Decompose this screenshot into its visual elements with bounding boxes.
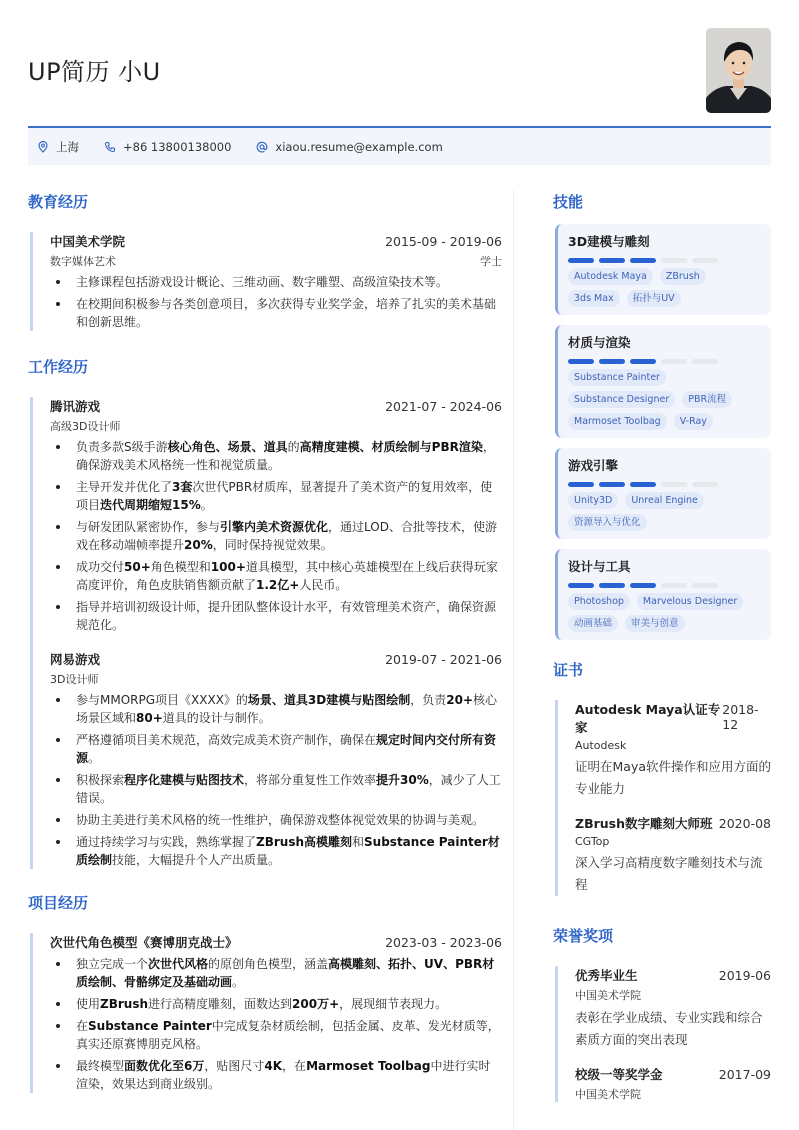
sidebar-column <box>553 190 771 1102</box>
email-link[interactable]: xiaou.resume@example.com <box>275 139 443 154</box>
project-name: 次世代角色模型《赛博朋克战士》 <box>50 935 238 950</box>
education-entry <box>50 232 502 331</box>
education-timeline <box>30 232 502 331</box>
skill-category-name: 3D建模与雕刻 <box>568 234 650 249</box>
contact-email <box>255 140 442 154</box>
skill-tag: 审美与创意 <box>625 615 685 632</box>
skill-tag: Autodesk Maya <box>568 268 653 285</box>
skill-level-segment <box>661 359 687 364</box>
certificate-issuer: CGTop <box>575 835 610 848</box>
work-entry <box>50 397 502 634</box>
skill-level-segment <box>661 583 687 588</box>
skill-card <box>555 325 771 438</box>
skill-category-name: 游戏引擎 <box>568 458 619 473</box>
skill-tag: Marvelous Designer <box>637 593 743 610</box>
awards-timeline <box>555 966 771 1102</box>
education-bullet: 在校期间积极参与各类创意项目，多次获得专业奖学金，培养了扎实的美术基础和创新思维。 <box>50 295 502 331</box>
project-date: 2023-03 - 2023-06 <box>385 935 502 950</box>
skills-section <box>553 190 771 640</box>
projects-section <box>28 891 502 1093</box>
skill-level-segment <box>599 359 625 364</box>
bullet-item: 成功交付50+角色模型和100+道具模型，其中核心英雄模型在上线后获得玩家高度评价，角色皮肤销售额贡献了1.2亿+人民币。 <box>50 558 502 594</box>
skill-tag: ZBrush <box>660 268 706 285</box>
major: 数字媒体艺术 <box>50 255 116 268</box>
skill-level-meter <box>568 359 761 364</box>
section-title-awards: 荣誉奖项 <box>553 927 614 945</box>
skill-tags <box>568 492 761 531</box>
skill-level-segment <box>692 482 718 487</box>
skill-level-segment <box>599 258 625 263</box>
skill-tag: V-Ray <box>674 413 713 430</box>
phone-link[interactable]: +86 13800138000 <box>123 139 232 154</box>
certificate-description: 深入学习高精度数字雕刻技术与流程 <box>575 855 763 892</box>
skill-level-segment <box>568 482 594 487</box>
work-section <box>28 355 502 869</box>
job-role: 3D设计师 <box>50 673 99 686</box>
certificate-name: ZBrush数字雕刻大师班 <box>575 816 713 831</box>
skill-level-segment <box>692 359 718 364</box>
skill-card <box>555 549 771 640</box>
bullet-item: 使用ZBrush进行高精度雕刻，面数达到200万+，展现细节表现力。 <box>50 995 502 1013</box>
award-entry <box>575 1065 771 1102</box>
skill-card <box>555 224 771 315</box>
certificate-name: Autodesk Maya认证专家 <box>575 702 721 735</box>
award-description: 表彰在学业成绩、专业实践和综合素质方面的突出表现 <box>575 1010 763 1047</box>
skill-tag: Substance Painter <box>568 369 666 386</box>
skill-tag: 拓扑与UV <box>627 290 681 307</box>
skill-level-segment <box>599 482 625 487</box>
skill-tags <box>568 268 761 307</box>
education-bullet: 主修课程包括游戏设计概论、三维动画、数字雕塑、高级渲染技术等。 <box>50 273 502 291</box>
bullet-item: 协助主美进行美术风格的统一性维护，确保游戏整体视觉效果的协调与美观。 <box>50 811 502 829</box>
education-date: 2015-09 - 2019-06 <box>385 234 502 249</box>
skill-level-meter <box>568 258 761 263</box>
skill-level-segment <box>692 583 718 588</box>
bullet-item: 严格遵循项目美术规范，高效完成美术资产制作，确保在规定时间内交付所有资源。 <box>50 731 502 767</box>
at-sign-icon <box>255 140 269 154</box>
skill-category-name: 设计与工具 <box>568 559 631 574</box>
skill-tag: 资源导入与优化 <box>568 514 647 531</box>
bullet-item: 独立完成一个次世代风格的原创角色模型，涵盖高模雕刻、拓扑、UV、PBR材质绘制、骨骼绑定及基础动画。 <box>50 955 502 991</box>
skill-tag: PBR流程 <box>682 391 732 408</box>
skill-level-segment <box>568 258 594 263</box>
skill-tag: 动画基础 <box>568 615 618 632</box>
column-divider <box>513 190 514 1130</box>
skills-list <box>553 224 771 640</box>
skill-level-meter <box>568 482 761 487</box>
skill-tag: 3ds Max <box>568 290 620 307</box>
bullet-item: 与研发团队紧密协作，参与引擎内美术资源优化，通过LOD、合批等技术，使游戏在移动端帧率提升20%，同时保持视觉效果。 <box>50 518 502 554</box>
skill-level-segment <box>568 359 594 364</box>
location-text: 上海 <box>56 139 79 154</box>
awards-section <box>553 924 771 1102</box>
project-entry <box>50 933 502 1093</box>
school-name: 中国美术学院 <box>50 234 126 249</box>
skill-level-segment <box>630 583 656 588</box>
work-entry <box>50 650 502 869</box>
candidate-name: UP简历 小U <box>28 58 161 86</box>
bullet-item: 主导开发并优化了3套次世代PBR材质库，显著提升了美术资产的复用效率，使项目迭代周期缩短15%。 <box>50 478 502 514</box>
bullet-item: 负责多款S级手游核心角色、场景、道具的高精度建模、材质绘制与PBR渲染，确保游戏美术风格统一性和视觉质量。 <box>50 438 502 474</box>
skill-level-segment <box>692 258 718 263</box>
degree: 学士 <box>480 255 502 268</box>
contact-bar <box>28 128 771 165</box>
award-issuer: 中国美术学院 <box>575 1088 641 1101</box>
bullet-item: 指导并培训初级设计师，提升团队整体设计水平，有效管理美术资产，确保资源规范化。 <box>50 598 502 634</box>
skill-tag: Photoshop <box>568 593 630 610</box>
skill-card <box>555 448 771 539</box>
skill-level-segment <box>630 359 656 364</box>
skill-level-segment <box>661 482 687 487</box>
location-pin-icon <box>36 140 50 154</box>
skill-level-segment <box>599 583 625 588</box>
skill-level-segment <box>630 258 656 263</box>
work-date: 2019-07 - 2021-06 <box>385 652 502 667</box>
section-title-skills: 技能 <box>553 193 584 211</box>
work-bullets <box>50 438 502 634</box>
certificate-entry <box>575 814 771 896</box>
bullet-item: 在Substance Painter中完成复杂材质绘制，包括金属、皮革、发光材质等，真实还原赛博朋克风格。 <box>50 1017 502 1053</box>
section-title-education: 教育经历 <box>28 193 89 211</box>
bullet-item: 最终模型面数优化至6万，贴图尺寸4K，在Marmoset Toolbag中进行实时渲染，效果达到商业级别。 <box>50 1057 502 1093</box>
section-title-certificates: 证书 <box>553 661 584 679</box>
skill-tags <box>568 369 761 430</box>
certificates-section <box>553 658 771 896</box>
skill-level-segment <box>630 482 656 487</box>
education-section <box>28 190 502 331</box>
award-entry <box>575 966 771 1051</box>
certificates-timeline <box>555 700 771 896</box>
projects-timeline <box>30 933 502 1093</box>
skill-tags <box>568 593 761 632</box>
resume-header <box>28 0 771 127</box>
skill-tag: Unreal Engine <box>625 492 704 509</box>
company-name: 网易游戏 <box>50 652 101 667</box>
profile-photo <box>706 28 771 113</box>
certificate-date: 2020-08 <box>718 816 771 831</box>
phone-icon <box>103 140 117 154</box>
section-title-work: 工作经历 <box>28 358 89 376</box>
skill-level-segment <box>661 258 687 263</box>
company-name: 腾讯游戏 <box>50 399 101 414</box>
contact-phone <box>103 140 231 154</box>
skill-category-name: 材质与渲染 <box>568 335 631 350</box>
certificate-issuer: Autodesk <box>575 739 627 752</box>
certificate-description: 证明在Maya软件操作和应用方面的专业能力 <box>575 759 772 796</box>
work-date: 2021-07 - 2024-06 <box>385 399 502 414</box>
award-date: 2017-09 <box>718 1067 771 1082</box>
contact-location <box>36 139 79 155</box>
certificate-date: 2018-12 <box>722 702 759 732</box>
main-column <box>28 190 502 1097</box>
work-bullets <box>50 691 502 869</box>
skill-level-segment <box>568 583 594 588</box>
work-timeline <box>30 397 502 869</box>
bullet-item: 参与MMORPG项目《XXXX》的场景、道具3D建模与贴图绘制，负责20+核心场景区域和80+道具的设计与制作。 <box>50 691 502 727</box>
bullet-item: 通过持续学习与实践，熟练掌握了ZBrush高模雕刻和Substance Painter材质绘制技能，大幅提升个人产出质量。 <box>50 833 502 869</box>
job-role: 高级3D设计师 <box>50 420 121 433</box>
award-date: 2019-06 <box>718 968 771 983</box>
certificate-entry <box>575 700 771 800</box>
award-name: 校级一等奖学金 <box>575 1067 663 1082</box>
award-issuer: 中国美术学院 <box>575 989 641 1002</box>
skill-tag: Unity3D <box>568 492 618 509</box>
skill-level-meter <box>568 583 761 588</box>
section-title-projects: 项目经历 <box>28 894 89 912</box>
skill-tag: Marmoset Toolbag <box>568 413 667 430</box>
project-bullets <box>50 955 502 1093</box>
bullet-item: 积极探索程序化建模与贴图技术，将部分重复性工作效率提升30%，减少了人工错误。 <box>50 771 502 807</box>
skill-tag: Substance Designer <box>568 391 675 408</box>
award-name: 优秀毕业生 <box>575 968 638 983</box>
